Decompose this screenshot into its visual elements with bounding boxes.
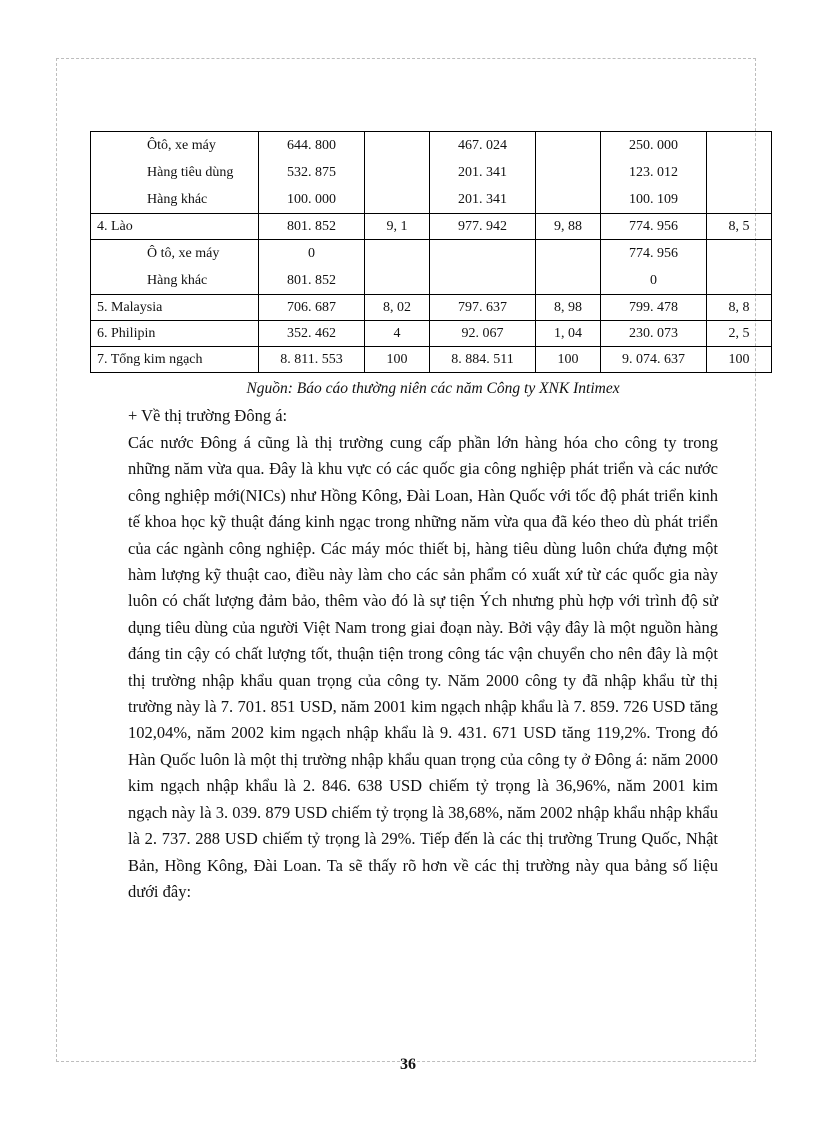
share-2000 <box>371 159 423 186</box>
value-2000: 8. 811. 553 <box>259 347 365 373</box>
table-cell <box>601 240 707 295</box>
value-2001: 467. 024 <box>458 138 507 153</box>
table-row <box>91 347 772 373</box>
value-2002: 799. 478 <box>601 295 707 321</box>
share-2000: 4 <box>365 321 430 347</box>
table-row <box>91 214 772 240</box>
share-2002 <box>713 132 765 159</box>
table-source-note: Nguồn: Báo cáo thường niên các năm Công ty XNK Intimex <box>246 380 620 397</box>
share-2001 <box>542 159 594 186</box>
value-2000: 801. 852 <box>259 214 365 240</box>
value-2002: 774. 956 <box>601 214 707 240</box>
value-2002: 100. 109 <box>629 192 678 207</box>
value-2001: 8. 884. 511 <box>430 347 536 373</box>
value-2002: 774. 956 <box>629 246 678 261</box>
share-2002: 8, 8 <box>707 295 772 321</box>
value-2002: 0 <box>650 273 657 288</box>
country-label: 6. Philipin <box>91 321 259 347</box>
table-cell <box>91 132 259 214</box>
country-label: 5. Malaysia <box>91 295 259 321</box>
item-label: Hàng khác <box>147 192 208 207</box>
share-2000: 8, 02 <box>365 295 430 321</box>
share-2002: 100 <box>707 347 772 373</box>
table-row <box>91 240 772 295</box>
value-2000: 100. 000 <box>287 192 336 207</box>
value-2000: 644. 800 <box>287 138 336 153</box>
table-cell <box>91 240 259 295</box>
value-2000: 532. 875 <box>287 165 336 180</box>
value-2000: 0 <box>308 246 315 261</box>
section-heading: + Về thị trường Đông á: <box>128 406 288 425</box>
value-2001: 977. 942 <box>430 214 536 240</box>
share-2002: 8, 5 <box>707 214 772 240</box>
table-row <box>91 295 772 321</box>
value-2002: 230. 073 <box>601 321 707 347</box>
value-2001 <box>436 240 529 267</box>
value-2001: 92. 067 <box>430 321 536 347</box>
share-2001: 100 <box>536 347 601 373</box>
value-2001: 201. 341 <box>458 165 507 180</box>
table-cell <box>365 132 430 214</box>
share-2002 <box>713 240 765 267</box>
share-2002 <box>713 159 765 186</box>
value-2001: 797. 637 <box>430 295 536 321</box>
import-table <box>90 131 772 373</box>
share-2001 <box>542 267 594 294</box>
value-2002: 123. 012 <box>629 165 678 180</box>
table-cell <box>430 132 536 214</box>
table-cell <box>259 132 365 214</box>
body-paragraph: Các nước Đông á cũng là thị trường cung cấp phần lớn hàng hóa cho công ty trong những năm vừa qua. Đây là khu vực có các quốc gia công nghiệp phát triển và các nước công nghiệp mới(NICs) như Hồng Kông, Đài Loan, Hàn Quốc với tốc độ phát triển kinh tế khoa học kỹ thuật đáng kinh ngạc trong những năm vừa qua đã kéo theo dù phát triển của các ngành công nghiệp. Các máy móc thiết bị, hàng tiêu dùng luôn chứa đựng một hàm lượng kỹ thuật cao, điều này làm cho các sản phẩm có xuất xứ từ các quốc gia này luôn có chất lượng đảm bảo, thêm vào đó là sự tiện Ých nhưng phù hợp với trình độ sử dụng tiêu dùng của người Việt Nam trong giai đoạn này. Bởi vậy đây là một nguồn hàng đáng tin cậy có chất lượng tốt, thuận tiện trong công tác vận chuyển cho nên đây là một thị trường nhập khẩu quan trọng của công ty. Năm 2000 công ty đã nhập khẩu từ thị trường này là 7. 701. 851 USD, năm 2001 kim ngạch nhập khẩu là 7. 859. 726 USD tăng 102,04%, năm 2002 kim ngạch nhập khẩu là 9. 431. 671 USD tăng 119,2%. Trong đó Hàn Quốc luôn là một thị trường nhập khẩu quan trọng của công ty ở Đông á: năm 2000 kim ngạch nhập khẩu là 2. 846. 638 USD chiếm tỷ trọng là 36,96%, năm 2001 kim ngạch này là 3. 039. 879 USD chiếm tỷ trọng là 38,68%, năm 2002 nhập khẩu nhập khẩu là 2. 737. 288 USD chiếm tỷ trọng là 29%. Tiếp đến là các thị trường Trung Quốc, Nhật Bản, Hồng Kông, Đài Loan. Ta sẽ thấy rõ hơn về các thị trường này qua bảng số liệu dưới đây: <box>128 433 718 901</box>
share-2002 <box>713 267 765 294</box>
item-label: Ô tô, xe máy <box>147 246 220 261</box>
table-row <box>91 321 772 347</box>
table-row <box>91 132 772 214</box>
item-label: Ôtô, xe máy <box>147 138 216 153</box>
value-2002: 9. 074. 637 <box>601 347 707 373</box>
table-cell <box>707 132 772 214</box>
value-2000: 706. 687 <box>259 295 365 321</box>
page-number: 36 <box>400 1056 416 1073</box>
share-2001: 9, 88 <box>536 214 601 240</box>
table-cell <box>707 240 772 295</box>
item-label: Hàng khác <box>147 273 208 288</box>
share-2002 <box>713 186 765 213</box>
share-2001 <box>542 240 594 267</box>
value-2001 <box>436 267 529 294</box>
share-2000 <box>371 186 423 213</box>
value-2002: 250. 000 <box>629 138 678 153</box>
value-2001: 201. 341 <box>458 192 507 207</box>
total-label: 7. Tổng kim ngạch <box>91 347 259 373</box>
table-cell <box>536 240 601 295</box>
table-cell <box>365 240 430 295</box>
value-2000: 352. 462 <box>259 321 365 347</box>
item-label: Hàng tiêu dùng <box>147 165 234 180</box>
share-2001 <box>542 132 594 159</box>
share-2000 <box>371 132 423 159</box>
table-cell <box>259 240 365 295</box>
value-2000: 801. 852 <box>287 273 336 288</box>
share-2001: 1, 04 <box>536 321 601 347</box>
share-2000 <box>371 240 423 267</box>
share-2001 <box>542 186 594 213</box>
share-2000: 100 <box>365 347 430 373</box>
table-cell <box>601 132 707 214</box>
share-2001: 8, 98 <box>536 295 601 321</box>
share-2000: 9, 1 <box>365 214 430 240</box>
country-label: 4. Lào <box>91 214 259 240</box>
share-2002: 2, 5 <box>707 321 772 347</box>
table-cell <box>430 240 536 295</box>
table-cell <box>536 132 601 214</box>
share-2000 <box>371 267 423 294</box>
